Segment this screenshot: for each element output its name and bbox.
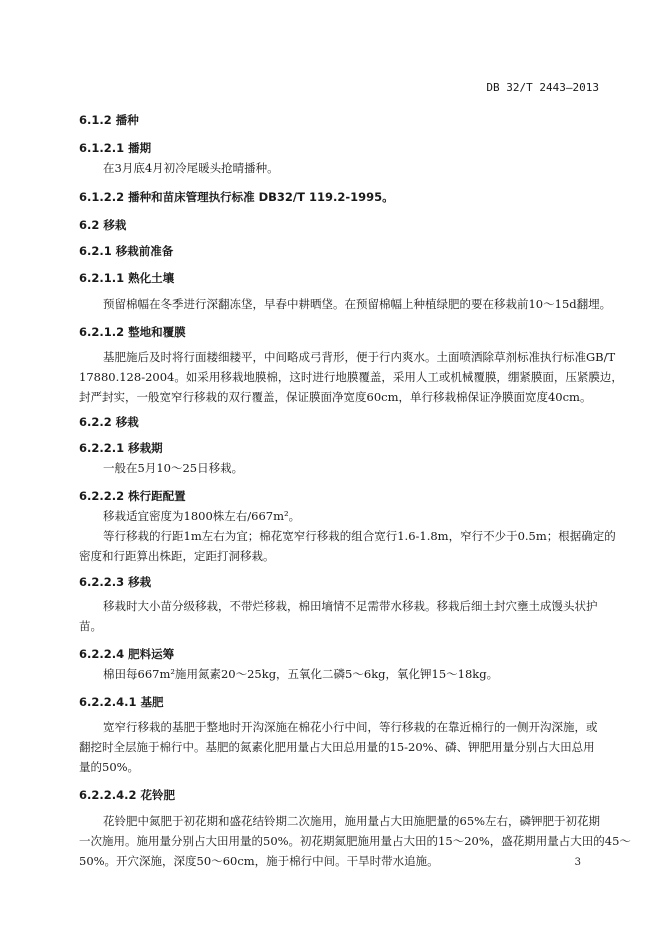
paragraph-line: 移栽适宜密度为1800株左右/667m²。 xyxy=(103,509,301,523)
section-heading: 6.2 移栽 xyxy=(79,218,127,232)
paragraph-line: 密度和行距算出株距，定距打洞移栽。 xyxy=(79,549,275,563)
paragraph-line: 量的50%。 xyxy=(79,760,140,774)
paragraph-line: 基肥施后及时将行面耧细耧平，中间略成弓背形，便于行内爽水。土面喷洒除草剂标准执行标准GB/T xyxy=(103,350,616,364)
paragraph-line: 等行移栽的行距1m左右为宜；棉花宽窄行移栽的组合宽行1.6-1.8m，窄行不少于0.5m；根据确定的 xyxy=(103,529,616,543)
paragraph-line: 17880.128-2004。如采用移栽地膜棉，这时进行地膜覆盖，采用人工或机械覆膜，绷紧膜面，压紧膜边， xyxy=(79,370,623,384)
section-heading: 6.2.2.4 肥料运筹 xyxy=(79,647,175,661)
section-heading: 6.2.2.3 移栽 xyxy=(79,575,152,589)
section-heading: 6.2.2.1 移栽期 xyxy=(79,441,163,455)
section-heading: 6.2.2 移栽 xyxy=(79,415,139,429)
paragraph-line: 50%。开穴深施，深度50～60cm，施于棉行中间。干旱时带水追施。 xyxy=(79,854,439,868)
section-heading: 6.2.2.4.1 基肥 xyxy=(79,695,164,709)
section-heading: 6.2.1.2 整地和覆膜 xyxy=(79,325,186,339)
page-number: 3 xyxy=(574,857,581,868)
paragraph-line: 预留棉幅在冬季进行深翻冻垡，早春中耕晒垡。在预留棉幅上种植绿肥的要在移栽前10～15d翻埋。 xyxy=(103,297,612,311)
section-heading: 6.1.2.2 播种和苗床管理执行标准 DB32/T 119.2-1995。 xyxy=(79,190,394,204)
paragraph-line: 在3月底4月初冷尾暖头抢晴播种。 xyxy=(103,161,279,175)
section-heading: 6.1.2.1 播期 xyxy=(79,141,152,155)
paragraph-line: 翻挖时全层施于棉行中。基肥的氮素化肥用量占大田总用量的15-20%、磷、钾肥用量分别占大田总用 xyxy=(79,740,595,754)
section-heading: 6.2.2.4.2 花铃肥 xyxy=(79,788,175,802)
section-heading: 6.1.2 播种 xyxy=(79,113,139,127)
paragraph-line: 封严封实，一般宽窄行移栽的双行覆盖，保证膜面净宽度60cm，单行移栽棉保证净膜面宽度40cm。 xyxy=(79,390,592,404)
paragraph-line: 一次施用。施用量分别占大田用量的50%。初花期氮肥施用量占大田的15～20%，盛花期用量占大田的45～ xyxy=(79,834,631,848)
section-heading: 6.2.2.2 株行距配置 xyxy=(79,489,186,503)
document-header-code: DB 32/T 2443—2013 xyxy=(486,81,599,94)
paragraph-line: 苗。 xyxy=(79,619,102,633)
paragraph-line: 宽窄行移栽的基肥于整地时开沟深施在棉花小行中间，等行移栽的在靠近棉行的一侧开沟深施，或 xyxy=(103,720,598,734)
paragraph-line: 棉田每667m²施用氮素20～25kg，五氧化二磷5～6kg，氧化钾15～18kg。 xyxy=(103,667,499,681)
paragraph-line: 花铃肥中氮肥于初花期和盛花结铃期二次施用，施用量占大田施肥量的65%左右，磷钾肥于初花期 xyxy=(103,814,601,828)
section-heading: 6.2.1.1 熟化土壤 xyxy=(79,271,175,285)
paragraph-line: 一般在5月10～25日移栽。 xyxy=(103,461,244,475)
section-heading: 6.2.1 移栽前准备 xyxy=(79,244,174,258)
paragraph-line: 移栽时大小苗分级移栽，不带烂移栽，棉田墒情不足需带水移栽。移栽后细土封穴壅土成馒头状护 xyxy=(103,599,598,613)
